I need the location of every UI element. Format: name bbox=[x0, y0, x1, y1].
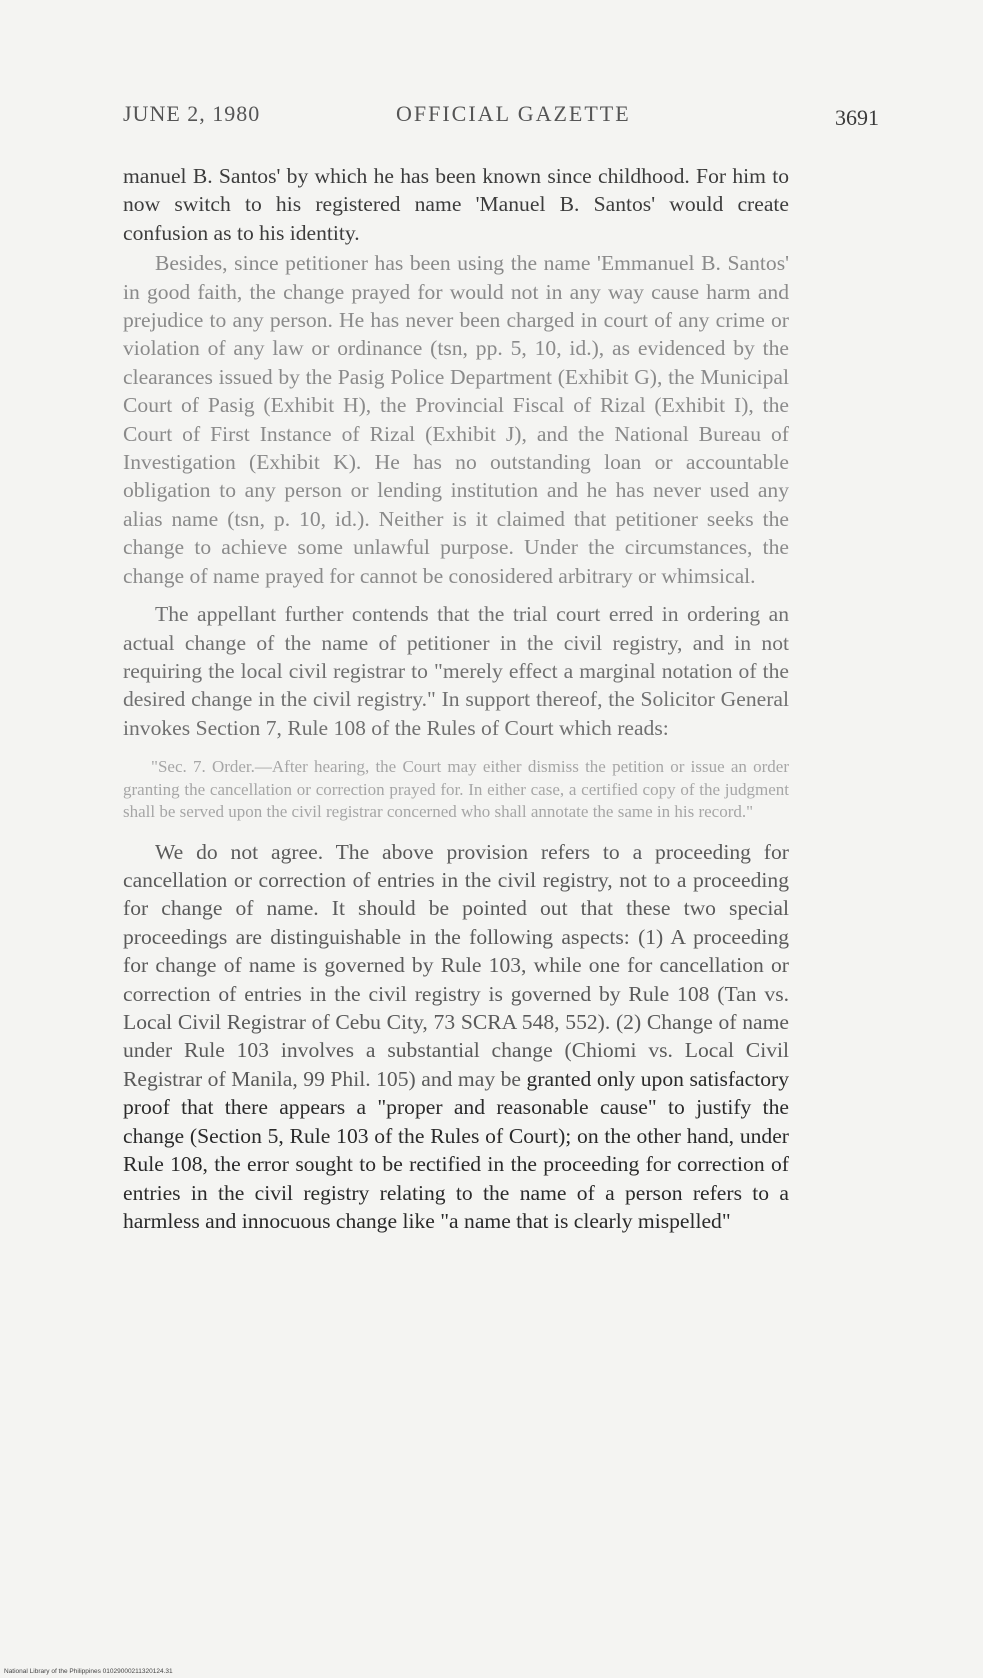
paragraph-we-do-not-agree bbox=[123, 838, 789, 1236]
quoted-rule-section-7: "Sec. 7. Order.—After hearing, the Court may either dismiss the petition or issue an order granting the cancellation or correction prayed for. In either case, a certified copy of the judgment shall be served upon the civil registrar concerned who shall annotate the same in his record." bbox=[123, 757, 789, 822]
page-number: 3691 bbox=[835, 105, 879, 130]
publication-title: OFFICIAL GAZETTE bbox=[396, 101, 631, 126]
paragraph-part-1: We do not agree. The above provision refers to a proceeding for cancellation or correction of entries in the civil registry, not to a proceeding for change of name. It should be pointed out that these two special proceedings are distinguishable in the following aspects: (1) A proceeding for change of name is governed by Rule 103, while one for cancellation or correction of entries in the civil registry is governed by Rule 108 (Tan vs. Local Civil Registrar of Cebu City, 73 SCRA 548, 552). (2) Change of name under Rule 103 involves a substantial change (Chiomi vs. Local Civil Registrar of Manila, 99 Phil. 105) and may be bbox=[123, 839, 789, 1091]
body-text bbox=[123, 162, 789, 1235]
paragraph-besides: Besides, since petitioner has been using the name 'Emmanuel B. Santos' in good faith, the change prayed for would not in any way cause harm and prejudice to any person. He has never been charged in court of any crime or violation of any law or ordinance (tsn, pp. 5, 10, id.), as evidenced by the clearances issued by the Pasig Police Department (Exhibit G), the Municipal Court of Pasig (Exhibit H), the Provincial Fiscal of Rizal (Exhibit I), the Court of First Instance of Rizal (Exhibit J), and the National Bureau of Investigation (Exhibit K). He has no outstanding loan or accountable obligation to any person or lending institution and he has never used any alias name (tsn, p. 10, id.). Neither is it claimed that petitioner seeks the change to achieve some unlawful purpose. Under the circumstances, the change of name prayed for cannot be conosidered arbitrary or whimsical. bbox=[123, 251, 789, 588]
paragraph-continued: manuel B. Santos' by which he has been known since childhood. For him to now switch to his registered name 'Manuel B. Santos' would create confusion as to his identity. bbox=[123, 164, 789, 245]
paragraph-appellant: The appellant further contends that the trial court erred in ordering an actual change of the name of petitioner in the civil registry, and in not requiring the local civil registrar to "merely effect a marginal notation of the desired change in the civil registry." In support thereof, the Solicitor General invokes Section 7, Rule 108 of the Rules of Court which reads: bbox=[123, 602, 789, 740]
page-header bbox=[0, 101, 983, 141]
paragraph-part-2: granted only upon satisfactory proof that there appears a "proper and reasonable cause" to justify the change (Section 5, Rule 103 of the Rules of Court); on the other hand, under Rule 108, the error sought to be rectified in the proceeding for correction of entries in the civil registry relating to the name of a person refers to a harmless and innocuous change like "a name that is clearly mispelled" bbox=[123, 1066, 789, 1233]
scan-source-note: National Library of the Philippines 01029000211320124.31 bbox=[4, 1668, 173, 1675]
header-date: JUNE 2, 1980 bbox=[123, 101, 261, 126]
